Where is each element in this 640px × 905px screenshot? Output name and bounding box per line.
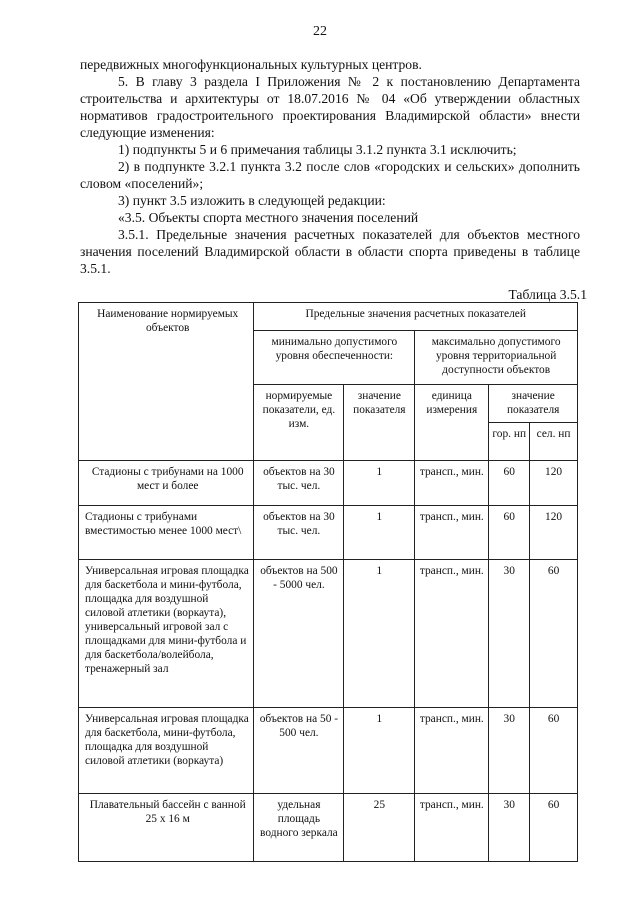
row-rural: 120: [530, 506, 578, 560]
row-rural: 60: [530, 794, 578, 862]
row-unit: трансп., мин.: [415, 461, 489, 506]
row-object: Универсальная игровая площадка для баскетбола и мини-футбола, площадка для воздушной силовой атлетики (воркаута), универсальный игровой зал с площадками для мини-футбола и для баскетбола/волейбола, тренажерный зал: [79, 560, 254, 708]
row-urban: 30: [489, 560, 530, 708]
header-unit: единица измерения: [415, 385, 489, 461]
row-urban: 60: [489, 461, 530, 506]
row-value: 1: [344, 708, 415, 794]
table-row: [79, 708, 578, 794]
row-unit: трансп., мин.: [415, 506, 489, 560]
row-value: 25: [344, 794, 415, 862]
header-urban: гор. нп: [489, 423, 530, 461]
header-limits: Предельные значения расчетных показателей: [254, 303, 578, 331]
paragraph-4: 3) пункт 3.5 изложить в следующей редакции:: [118, 193, 386, 208]
paragraph-3: 2) в подпункте 3.2.1 пункта 3.2 после слов «городских и сельских» дополнить словом «поселений»;: [80, 159, 580, 191]
row-object: Стадионы с трибунами вместимостью менее 1000 мест\: [79, 506, 254, 560]
header-object: Наименование нормируемых объектов: [79, 303, 254, 461]
row-urban: 30: [489, 794, 530, 862]
table-caption: Таблица 3.5.1: [508, 287, 587, 302]
row-indicator: объектов на 30 тыс. чел.: [254, 506, 344, 560]
row-rural: 60: [530, 560, 578, 708]
table-row: [79, 560, 578, 708]
row-unit: трансп., мин.: [415, 708, 489, 794]
row-object: Стадионы с трибунами на 1000 мест и более: [79, 461, 254, 506]
row-object: Универсальная игровая площадка для баскетбола, мини-футбола, площадка для воздушной силовой атлетики (воркаута): [79, 708, 254, 794]
row-unit: трансп., мин.: [415, 794, 489, 862]
row-indicator: удельная площадь водного зеркала: [254, 794, 344, 862]
norms-table: [78, 302, 578, 862]
row-value: 1: [344, 461, 415, 506]
row-rural: 60: [530, 708, 578, 794]
page-number: 22: [313, 24, 327, 39]
row-urban: 30: [489, 708, 530, 794]
row-indicator: объектов на 500 - 5000 чел.: [254, 560, 344, 708]
row-object: Плавательный бассейн с ванной 25 х 16 м: [79, 794, 254, 862]
row-indicator: объектов на 30 тыс. чел.: [254, 461, 344, 506]
header-rural: сел. нп: [530, 423, 578, 461]
row-value: 1: [344, 506, 415, 560]
table-row: [79, 461, 578, 506]
paragraph-0: передвижных многофункциональных культурных центров.: [80, 57, 422, 72]
header-min-level: минимально допустимого уровня обеспеченности:: [254, 331, 415, 385]
header-indicator-value: значение показателя: [344, 385, 415, 461]
row-indicator: объектов на 50 - 500 чел.: [254, 708, 344, 794]
paragraph-6: 3.5.1. Предельные значения расчетных показателей для объектов местного значения поселений Владимирской области в области спорта приведены в таблице 3.5.1.: [80, 227, 580, 276]
row-rural: 120: [530, 461, 578, 506]
paragraph-1: 5. В главу 3 раздела I Приложения № 2 к постановлению Департамента строительства и архитектуры от 18.07.2016 № 04 «Об утверждении областных нормативов градостроительного проектирования Владимирской области» внести следующие изменения:: [80, 74, 580, 140]
row-value: 1: [344, 560, 415, 708]
table-row: [79, 506, 578, 560]
table-row: [79, 794, 578, 862]
row-unit: трансп., мин.: [415, 560, 489, 708]
paragraph-5: «3.5. Объекты спорта местного значения поселений: [118, 210, 419, 225]
header-norm-indicators: нормируемые показатели, ед. изм.: [254, 385, 344, 461]
paragraph-2: 1) подпункты 5 и 6 примечания таблицы 3.1.2 пункта 3.1 исключить;: [118, 142, 517, 157]
header-max-access: максимально допустимого уровня территориальной доступности объектов: [415, 331, 578, 385]
row-urban: 60: [489, 506, 530, 560]
header-access-value: значение показателя: [489, 385, 578, 423]
body-text: [80, 56, 580, 277]
